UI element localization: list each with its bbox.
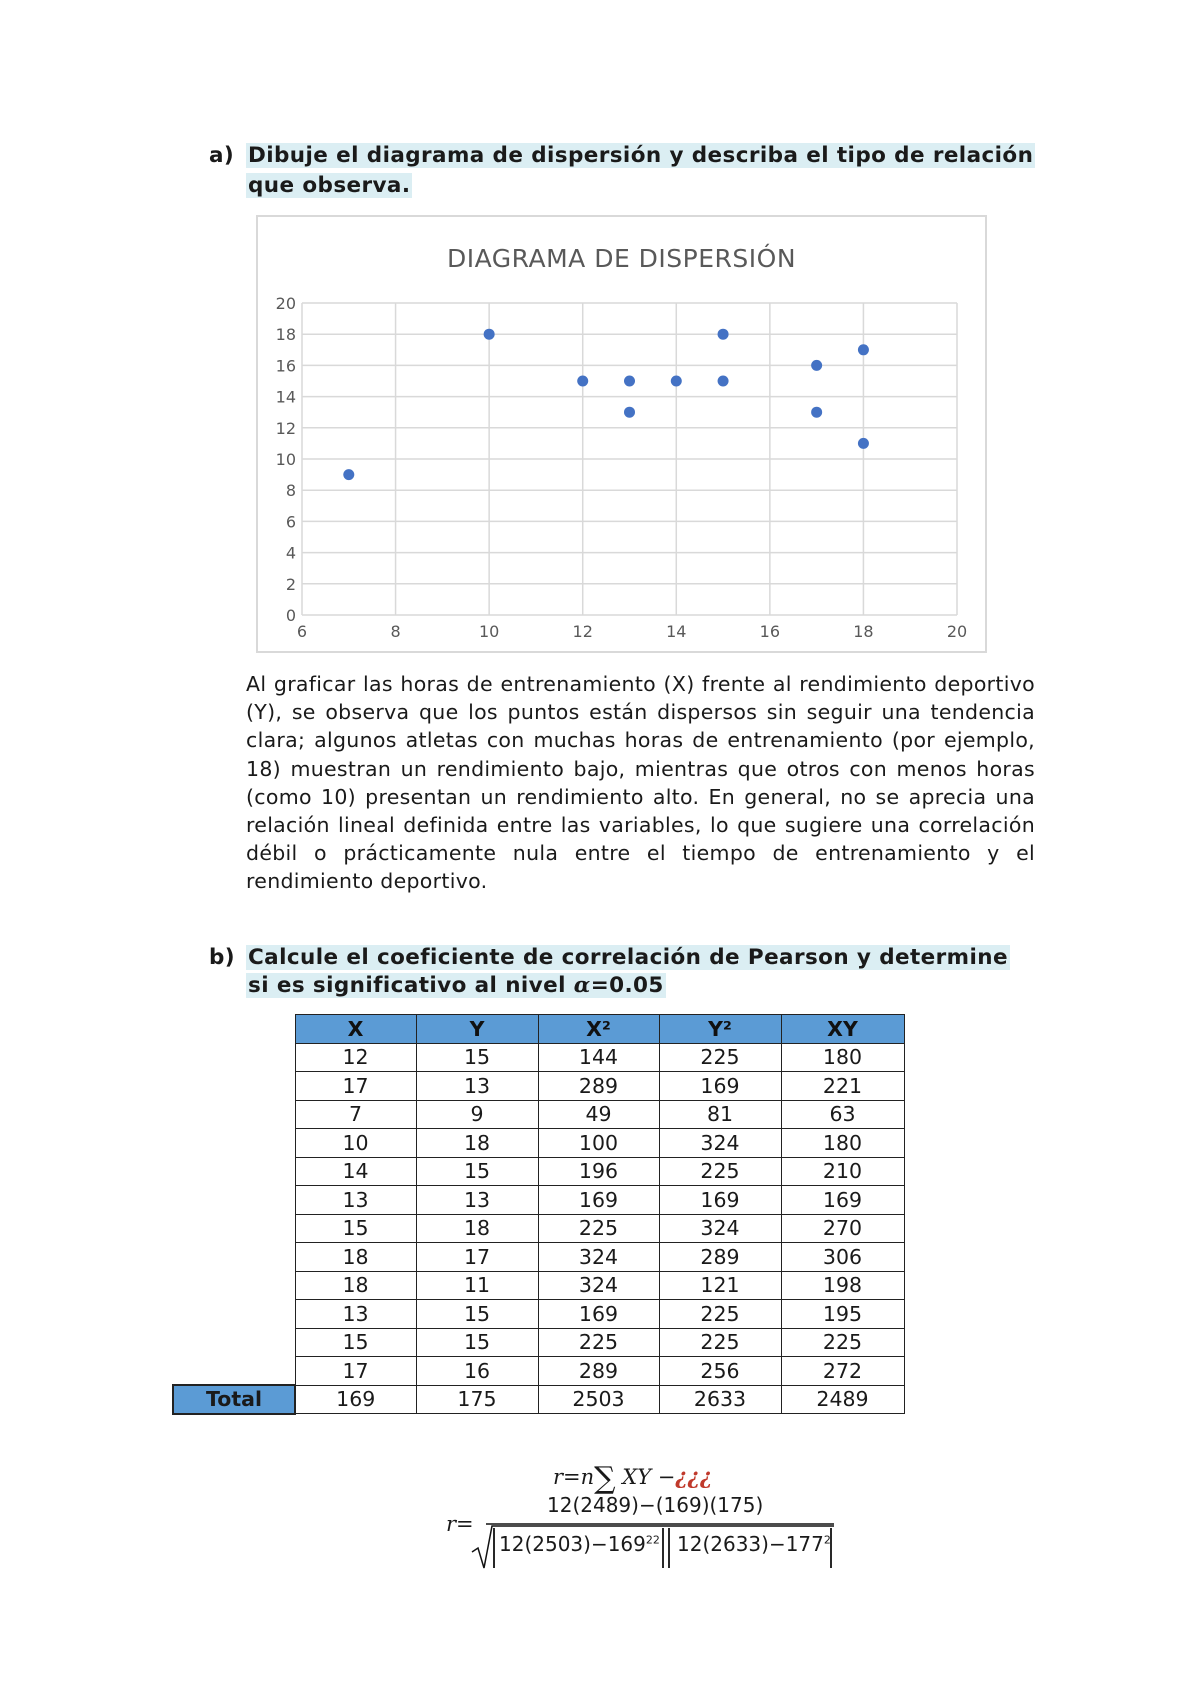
table-row <box>173 1043 904 1072</box>
question-b-text-2 <box>246 973 666 998</box>
table-cell: 15 <box>416 1300 538 1329</box>
row-spacer <box>173 1129 295 1158</box>
table-cell: 198 <box>781 1271 904 1300</box>
header-xy: XY <box>781 1015 904 1044</box>
data-point <box>811 407 822 418</box>
row-spacer <box>173 1357 295 1386</box>
data-point <box>671 376 682 387</box>
header-y: Y <box>416 1015 538 1044</box>
table-cell: 16 <box>416 1357 538 1386</box>
x-tick-label: 12 <box>572 622 593 641</box>
table-cell: 225 <box>659 1300 781 1329</box>
question-b-text-1: Calcule el coeficiente de correlación de Pearson y determine <box>248 945 1008 970</box>
table-cell: 17 <box>295 1357 416 1386</box>
denominator-right <box>677 1532 831 1556</box>
data-point <box>858 438 869 449</box>
table-body <box>173 1043 904 1414</box>
table-cell: 195 <box>781 1300 904 1329</box>
chart-title: DIAGRAMA DE DISPERSIÓN <box>446 244 797 273</box>
denominator-right-exp: 2 <box>823 1533 831 1547</box>
total-cell: 169 <box>295 1385 416 1414</box>
table-cell: 169 <box>538 1300 659 1329</box>
table-cell: 12 <box>295 1043 416 1072</box>
total-label: Total <box>173 1385 295 1414</box>
table-cell: 196 <box>538 1157 659 1186</box>
table-cell: 13 <box>416 1186 538 1215</box>
table-cell: 306 <box>781 1243 904 1272</box>
data-point <box>577 376 588 387</box>
table-corner <box>173 1015 295 1044</box>
scatter-chart <box>256 215 987 653</box>
data-point <box>484 329 495 340</box>
x-tick-label: 20 <box>946 622 968 641</box>
y-tick-label: 8 <box>285 481 296 501</box>
y-tick-label: 4 <box>285 543 296 563</box>
table-cell: 18 <box>295 1243 416 1272</box>
table-row <box>173 1129 904 1158</box>
table-header-row <box>173 1015 904 1044</box>
table-cell: 63 <box>781 1100 904 1129</box>
y-tick-label: 20 <box>275 294 296 313</box>
table-cell: 169 <box>659 1186 781 1215</box>
table-cell: 225 <box>538 1328 659 1357</box>
table-row <box>173 1243 904 1272</box>
table-row <box>173 1357 904 1386</box>
formula-line1 <box>553 1461 712 1496</box>
x-tick-label: 16 <box>759 622 781 641</box>
table-cell: 100 <box>538 1129 659 1158</box>
table-cell: 10 <box>295 1129 416 1158</box>
table-row <box>173 1328 904 1357</box>
table-cell: 18 <box>295 1271 416 1300</box>
x-tick-label: 10 <box>478 622 500 641</box>
question-b-line2 <box>246 973 666 998</box>
y-tick-label: 2 <box>285 574 296 594</box>
table-cell: 15 <box>295 1328 416 1357</box>
table-cell: 144 <box>538 1043 659 1072</box>
chart-canvas <box>258 217 989 655</box>
table-cell: 272 <box>781 1357 904 1386</box>
table-cell: 225 <box>538 1214 659 1243</box>
table-cell: 169 <box>659 1072 781 1101</box>
denominator-right-text: 12(2633)−177 <box>677 1532 824 1556</box>
table-cell: 13 <box>416 1072 538 1101</box>
table-cell: 324 <box>538 1243 659 1272</box>
table-row <box>173 1300 904 1329</box>
y-tick-label: 18 <box>275 325 296 345</box>
header-x2: X² <box>538 1015 659 1044</box>
table-cell: 324 <box>538 1271 659 1300</box>
table-cell: 169 <box>781 1186 904 1215</box>
data-point <box>811 360 822 371</box>
table-row <box>173 1271 904 1300</box>
x-tick-label: 6 <box>296 622 308 641</box>
table-cell: 49 <box>538 1100 659 1129</box>
table-cell: 17 <box>416 1243 538 1272</box>
table-cell: 13 <box>295 1300 416 1329</box>
table-row <box>173 1072 904 1101</box>
formula-numerator: 12(2489)−(169)(175) <box>547 1493 764 1517</box>
data-point <box>718 329 729 340</box>
row-spacer <box>173 1043 295 1072</box>
total-cell: 2633 <box>659 1385 781 1414</box>
data-table <box>172 1014 905 1415</box>
sigma-symbol: ∑ <box>594 1461 616 1496</box>
data-point <box>624 376 635 387</box>
table-cell: 11 <box>416 1271 538 1300</box>
table-cell: 210 <box>781 1157 904 1186</box>
formula-r-n: r=n <box>553 1465 595 1489</box>
question-b-text-2-main: si es significativo al nivel <box>248 973 574 998</box>
header-x: X <box>295 1015 416 1044</box>
y-tick-label: 12 <box>275 418 296 438</box>
table-cell: 324 <box>659 1129 781 1158</box>
total-cell: 2489 <box>781 1385 904 1414</box>
table-cell: 289 <box>659 1243 781 1272</box>
data-point <box>624 407 635 418</box>
total-row <box>173 1385 904 1414</box>
table-cell: 15 <box>416 1328 538 1357</box>
alpha-value: =0.05 <box>590 973 664 998</box>
data-point <box>718 376 729 387</box>
row-spacer <box>173 1100 295 1129</box>
denominator-left-exp: 22 <box>645 1533 660 1547</box>
table-row <box>173 1157 904 1186</box>
row-spacer <box>173 1328 295 1357</box>
question-a-line1 <box>246 143 1035 168</box>
table-cell: 221 <box>781 1072 904 1101</box>
row-spacer <box>173 1243 295 1272</box>
question-a-label: a) <box>209 143 235 168</box>
question-b-label: b) <box>209 945 236 970</box>
data-point <box>858 344 869 355</box>
y-tick-label: 14 <box>275 387 296 407</box>
table-cell: 289 <box>538 1357 659 1386</box>
table-cell: 7 <box>295 1100 416 1129</box>
table-row <box>173 1214 904 1243</box>
total-cell: 175 <box>416 1385 538 1414</box>
x-tick-label: 18 <box>853 622 874 641</box>
table-row <box>173 1100 904 1129</box>
row-spacer <box>173 1271 295 1300</box>
alpha-symbol: α <box>573 973 591 998</box>
formula-xy: XY − <box>622 1465 676 1489</box>
table-cell: 17 <box>295 1072 416 1101</box>
table-cell: 121 <box>659 1271 781 1300</box>
table-cell: 180 <box>781 1129 904 1158</box>
formula-garbled: ¿¿¿ <box>675 1464 713 1489</box>
table-cell: 15 <box>416 1157 538 1186</box>
header-y2: Y² <box>659 1015 781 1044</box>
table-cell: 225 <box>781 1328 904 1357</box>
row-spacer <box>173 1157 295 1186</box>
table-cell: 289 <box>538 1072 659 1101</box>
row-spacer <box>173 1214 295 1243</box>
table-cell: 180 <box>781 1043 904 1072</box>
question-a-line2 <box>246 173 412 198</box>
question-b-line1 <box>246 945 1010 970</box>
table-cell: 225 <box>659 1157 781 1186</box>
table-cell: 324 <box>659 1214 781 1243</box>
y-tick-label: 6 <box>285 512 296 532</box>
row-spacer <box>173 1186 295 1215</box>
y-tick-label: 10 <box>275 450 296 469</box>
table-cell: 81 <box>659 1100 781 1129</box>
y-tick-label: 16 <box>275 356 296 376</box>
data-point <box>343 469 354 480</box>
table-cell: 225 <box>659 1043 781 1072</box>
denominator-left-text: 12(2503)−169 <box>499 1532 646 1556</box>
table-row <box>173 1186 904 1215</box>
table-cell: 13 <box>295 1186 416 1215</box>
table-cell: 270 <box>781 1214 904 1243</box>
table-cell: 14 <box>295 1157 416 1186</box>
row-spacer <box>173 1300 295 1329</box>
table-cell: 15 <box>416 1043 538 1072</box>
question-a-text-1: Dibuje el diagrama de dispersión y describa el tipo de relación <box>248 143 1034 168</box>
denominator-left <box>499 1532 660 1556</box>
x-tick-label: 8 <box>390 622 401 641</box>
x-tick-label: 14 <box>666 622 687 641</box>
total-cell: 2503 <box>538 1385 659 1414</box>
question-a-text-2: que observa. <box>248 173 411 198</box>
row-spacer <box>173 1072 295 1101</box>
table-cell: 15 <box>295 1214 416 1243</box>
table-cell: 225 <box>659 1328 781 1357</box>
table-cell: 18 <box>416 1214 538 1243</box>
table-cell: 256 <box>659 1357 781 1386</box>
description-paragraph: Al graficar las horas de entrenamiento (X) frente al rendimiento deportivo (Y), se observa que los puntos están dispersos sin seguir una tendencia clara; algunos atletas con muchas horas de entrenamiento (por ejemplo, 18) muestran un rendimiento bajo, mientras que otros con menos horas (como 10) presentan un rendimiento alto. En general, no se aprecia una relación lineal definida entre las variables, lo que sugiere una correlación débil o prácticamente nula entre el tiempo de entrenamiento y el rendimiento deportivo. <box>246 672 1035 894</box>
table-cell: 18 <box>416 1129 538 1158</box>
formula-r-label: r= <box>446 1512 474 1536</box>
y-tick-label: 0 <box>285 606 296 625</box>
table-cell: 9 <box>416 1100 538 1129</box>
table-cell: 169 <box>538 1186 659 1215</box>
